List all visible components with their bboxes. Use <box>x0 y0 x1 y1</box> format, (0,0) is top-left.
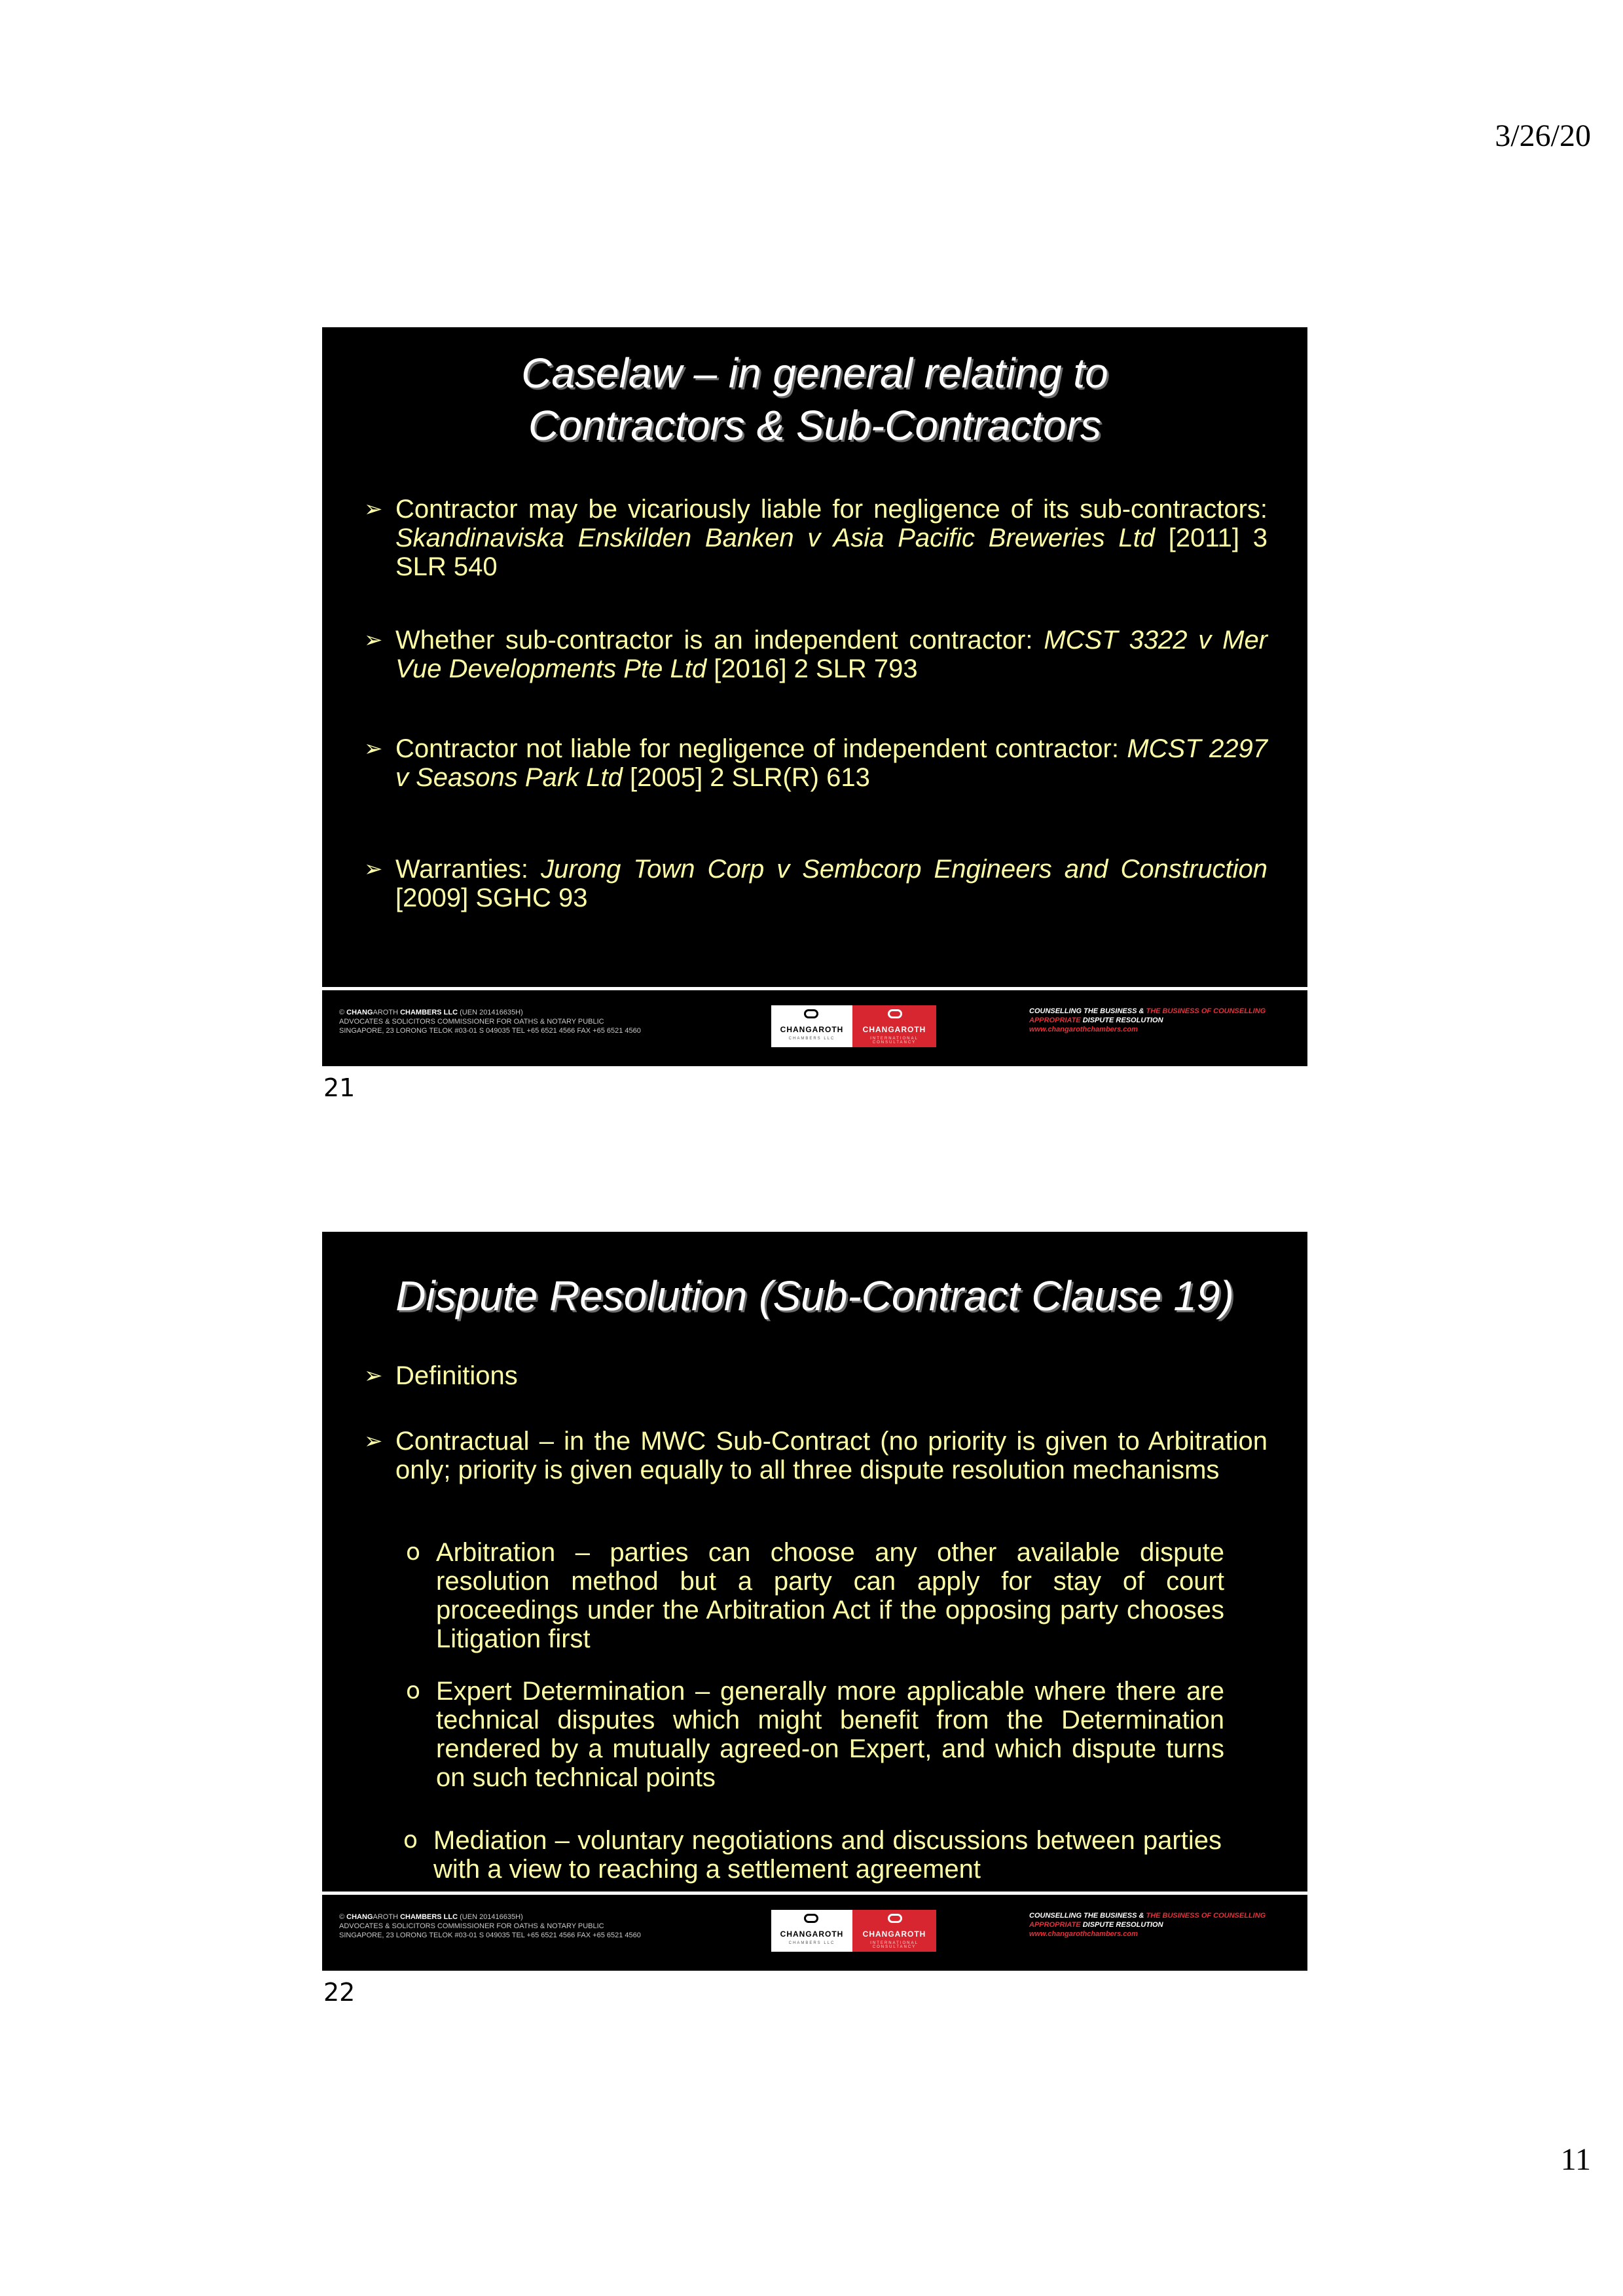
bullet-item: ➢ Definitions <box>364 1361 518 1390</box>
bullet-arrow-icon: ➢ <box>364 627 383 653</box>
slide-title-line-1: Caselaw – in general relating to <box>521 350 1108 397</box>
slide-title-line-2: Contractors & Sub-Contractors <box>528 402 1101 449</box>
circle-bullet-icon: o <box>406 1539 421 1566</box>
logo-mark-icon <box>804 1009 818 1018</box>
bullet-arrow-icon: ➢ <box>364 856 383 882</box>
footer-address: © CHANGAROTH CHAMBERS LLC (UEN 201416635H) ADVOCATES & SOLICITORS COMMISSIONER FOR OATHS & NOTARY PUBLIC SINGAPORE, 23 LORONG TELOK #03-01 S 049035 TEL +65 6521 4566 FAX +65 6521 4560 <box>339 1009 641 1035</box>
sub-bullet-item: o Expert Determination – generally more applicable where there are technical disputes which might benefit from the Determination rendered by a mutually agreed-on Expert, and which dispute turns on such technical points <box>406 1677 1224 1792</box>
slide-footer <box>322 997 1307 1050</box>
slide-title: Dispute Resolution (Sub-Contract Clause 19) <box>395 1272 1234 1319</box>
bullet-arrow-icon: ➢ <box>364 736 383 762</box>
slide-number: 21 <box>323 1073 356 1102</box>
footer-divider <box>322 987 1307 990</box>
slide-number: 22 <box>323 1978 356 2007</box>
bullet-item: ➢ Whether sub-contractor is an independent contractor: MCST 3322 v Mer Vue Developments Pte Ltd [2016] 2 SLR 793 <box>364 626 1268 683</box>
footer-tagline: COUNSELLING THE BUSINESS & THE BUSINESS OF COUNSELLING APPROPRIATE DISPUTE RESOLUTION www.changarothchambers.com <box>1029 1007 1266 1033</box>
bullet-item: ➢ Warranties: Jurong Town Corp v Sembcorp Engineers and Construction [2009] SGHC 93 <box>364 855 1267 912</box>
bullet-item: ➢ Contractor may be vicariously liable for negligence of its sub-contractors: Skandinaviska Enskilden Banken v Asia Pacific Breweries Ltd [2011] 3 SLR 540 <box>364 495 1268 581</box>
logo-mark-icon <box>804 1914 818 1923</box>
footer-address: © CHANGAROTH CHAMBERS LLC (UEN 201416635H) ADVOCATES & SOLICITORS COMMISSIONER FOR OATHS & NOTARY PUBLIC SINGAPORE, 23 LORONG TELOK #03-01 S 049035 TEL +65 6521 4566 FAX +65 6521 4560 <box>339 1913 641 1939</box>
changaroth-logo: CHANGAROTH CHAMBERS LLC CHANGAROTH INTERNATIONAL CONSULTANCY <box>771 1005 936 1047</box>
page-date: 3/26/20 <box>1495 118 1591 153</box>
logo-mark-icon <box>888 1914 902 1923</box>
bullet-item: ➢ Contractual – in the MWC Sub-Contract (no priority is given to Arbitration only; priority is given equally to all three dispute resolution mechanisms <box>364 1427 1267 1484</box>
circle-bullet-icon: o <box>406 1677 421 1704</box>
sub-bullet-item: o Mediation – voluntary negotiations and discussions between parties with a view to reaching a settlement agreement <box>403 1826 1222 1884</box>
changaroth-logo: CHANGAROTH CHAMBERS LLC CHANGAROTH INTERNATIONAL CONSULTANCY <box>771 1910 936 1952</box>
logo-mark-icon <box>888 1009 902 1018</box>
bullet-arrow-icon: ➢ <box>364 1428 383 1454</box>
slide-footer <box>322 1902 1307 1954</box>
bullet-item: ➢ Contractor not liable for negligence of independent contractor: MCST 2297 v Seasons Park Ltd [2005] 2 SLR(R) 613 <box>364 734 1267 792</box>
slide-22 <box>322 1232 1307 1971</box>
page-number: 11 <box>1560 2142 1591 2177</box>
bullet-arrow-icon: ➢ <box>364 496 383 522</box>
bullet-arrow-icon: ➢ <box>364 1363 383 1389</box>
footer-tagline: COUNSELLING THE BUSINESS & THE BUSINESS OF COUNSELLING APPROPRIATE DISPUTE RESOLUTION www.changarothchambers.com <box>1029 1912 1266 1938</box>
slide-21 <box>322 327 1307 1066</box>
sub-bullet-item: o Arbitration – parties can choose any other available dispute resolution method but a party can apply for stay of court proceedings under the Arbitration Act if the opposing party chooses Litigation first <box>406 1538 1224 1653</box>
footer-divider <box>322 1892 1307 1895</box>
circle-bullet-icon: o <box>403 1827 418 1854</box>
